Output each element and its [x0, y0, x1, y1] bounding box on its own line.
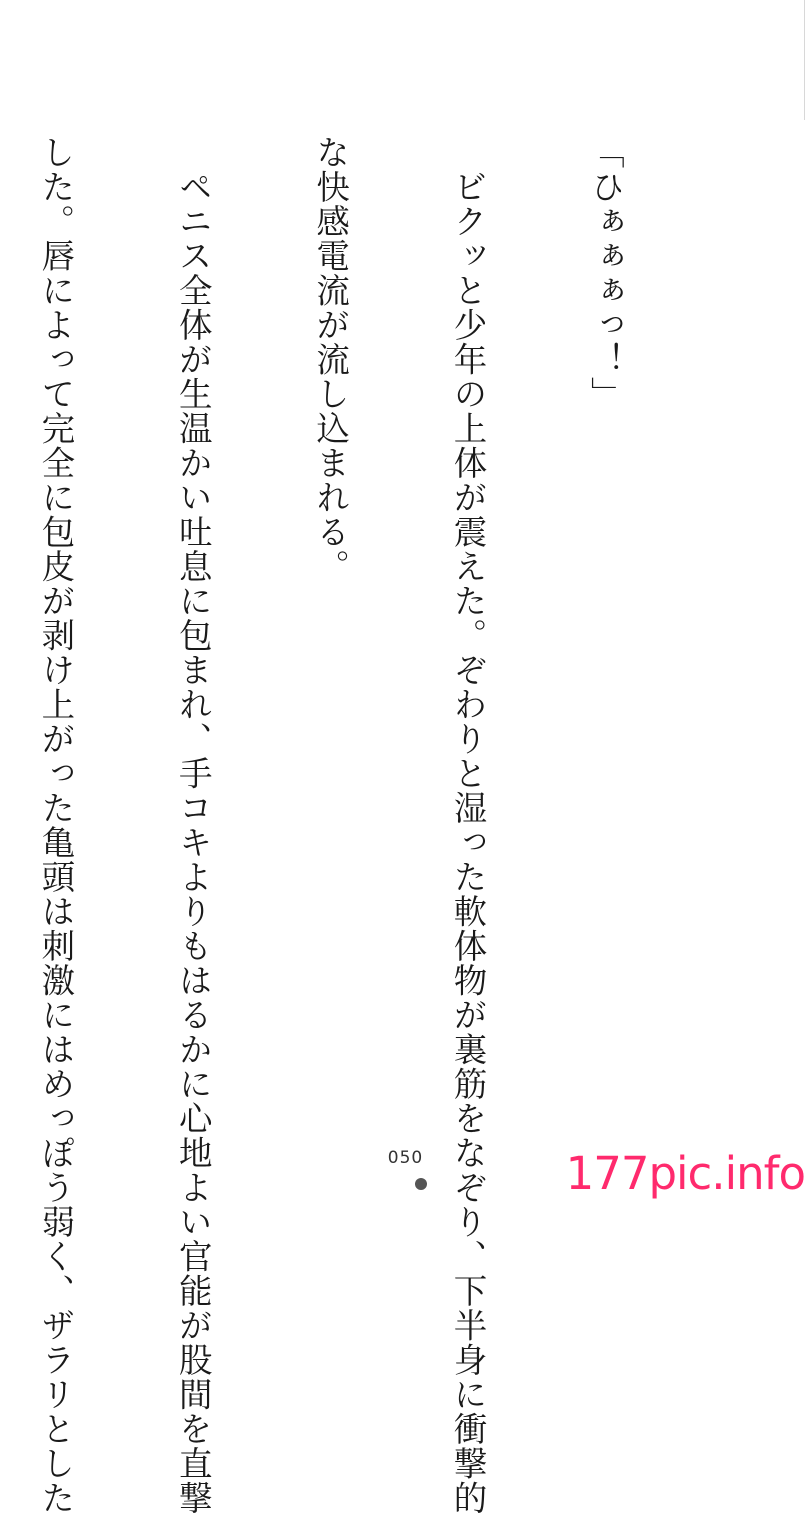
site-watermark[interactable]: 177pic.info [565, 1147, 805, 1200]
page-edge-line [804, 0, 811, 120]
text-line: 「ひぁぁぁっ！」 [585, 135, 625, 411]
page-number: 050 [387, 1148, 424, 1168]
text-line: した。唇によって完全に包皮が剥け上がった亀頭は刺激にはめっぽう弱く、ザラリとした [35, 135, 75, 1515]
text-line: な快感電流が流し込まれる。 [310, 135, 350, 584]
text-line: ペニス全体が生温かい吐息に包まれ、手コキよりもはるかに心地よい官能が股間を直撃 [173, 135, 213, 1515]
text-line: ビクッと少年の上体が震えた。ぞわりと湿った軟体物が裏筋をなぞり、下半身に衝撃的 [448, 135, 488, 1515]
page-marker-dot [415, 1178, 427, 1190]
